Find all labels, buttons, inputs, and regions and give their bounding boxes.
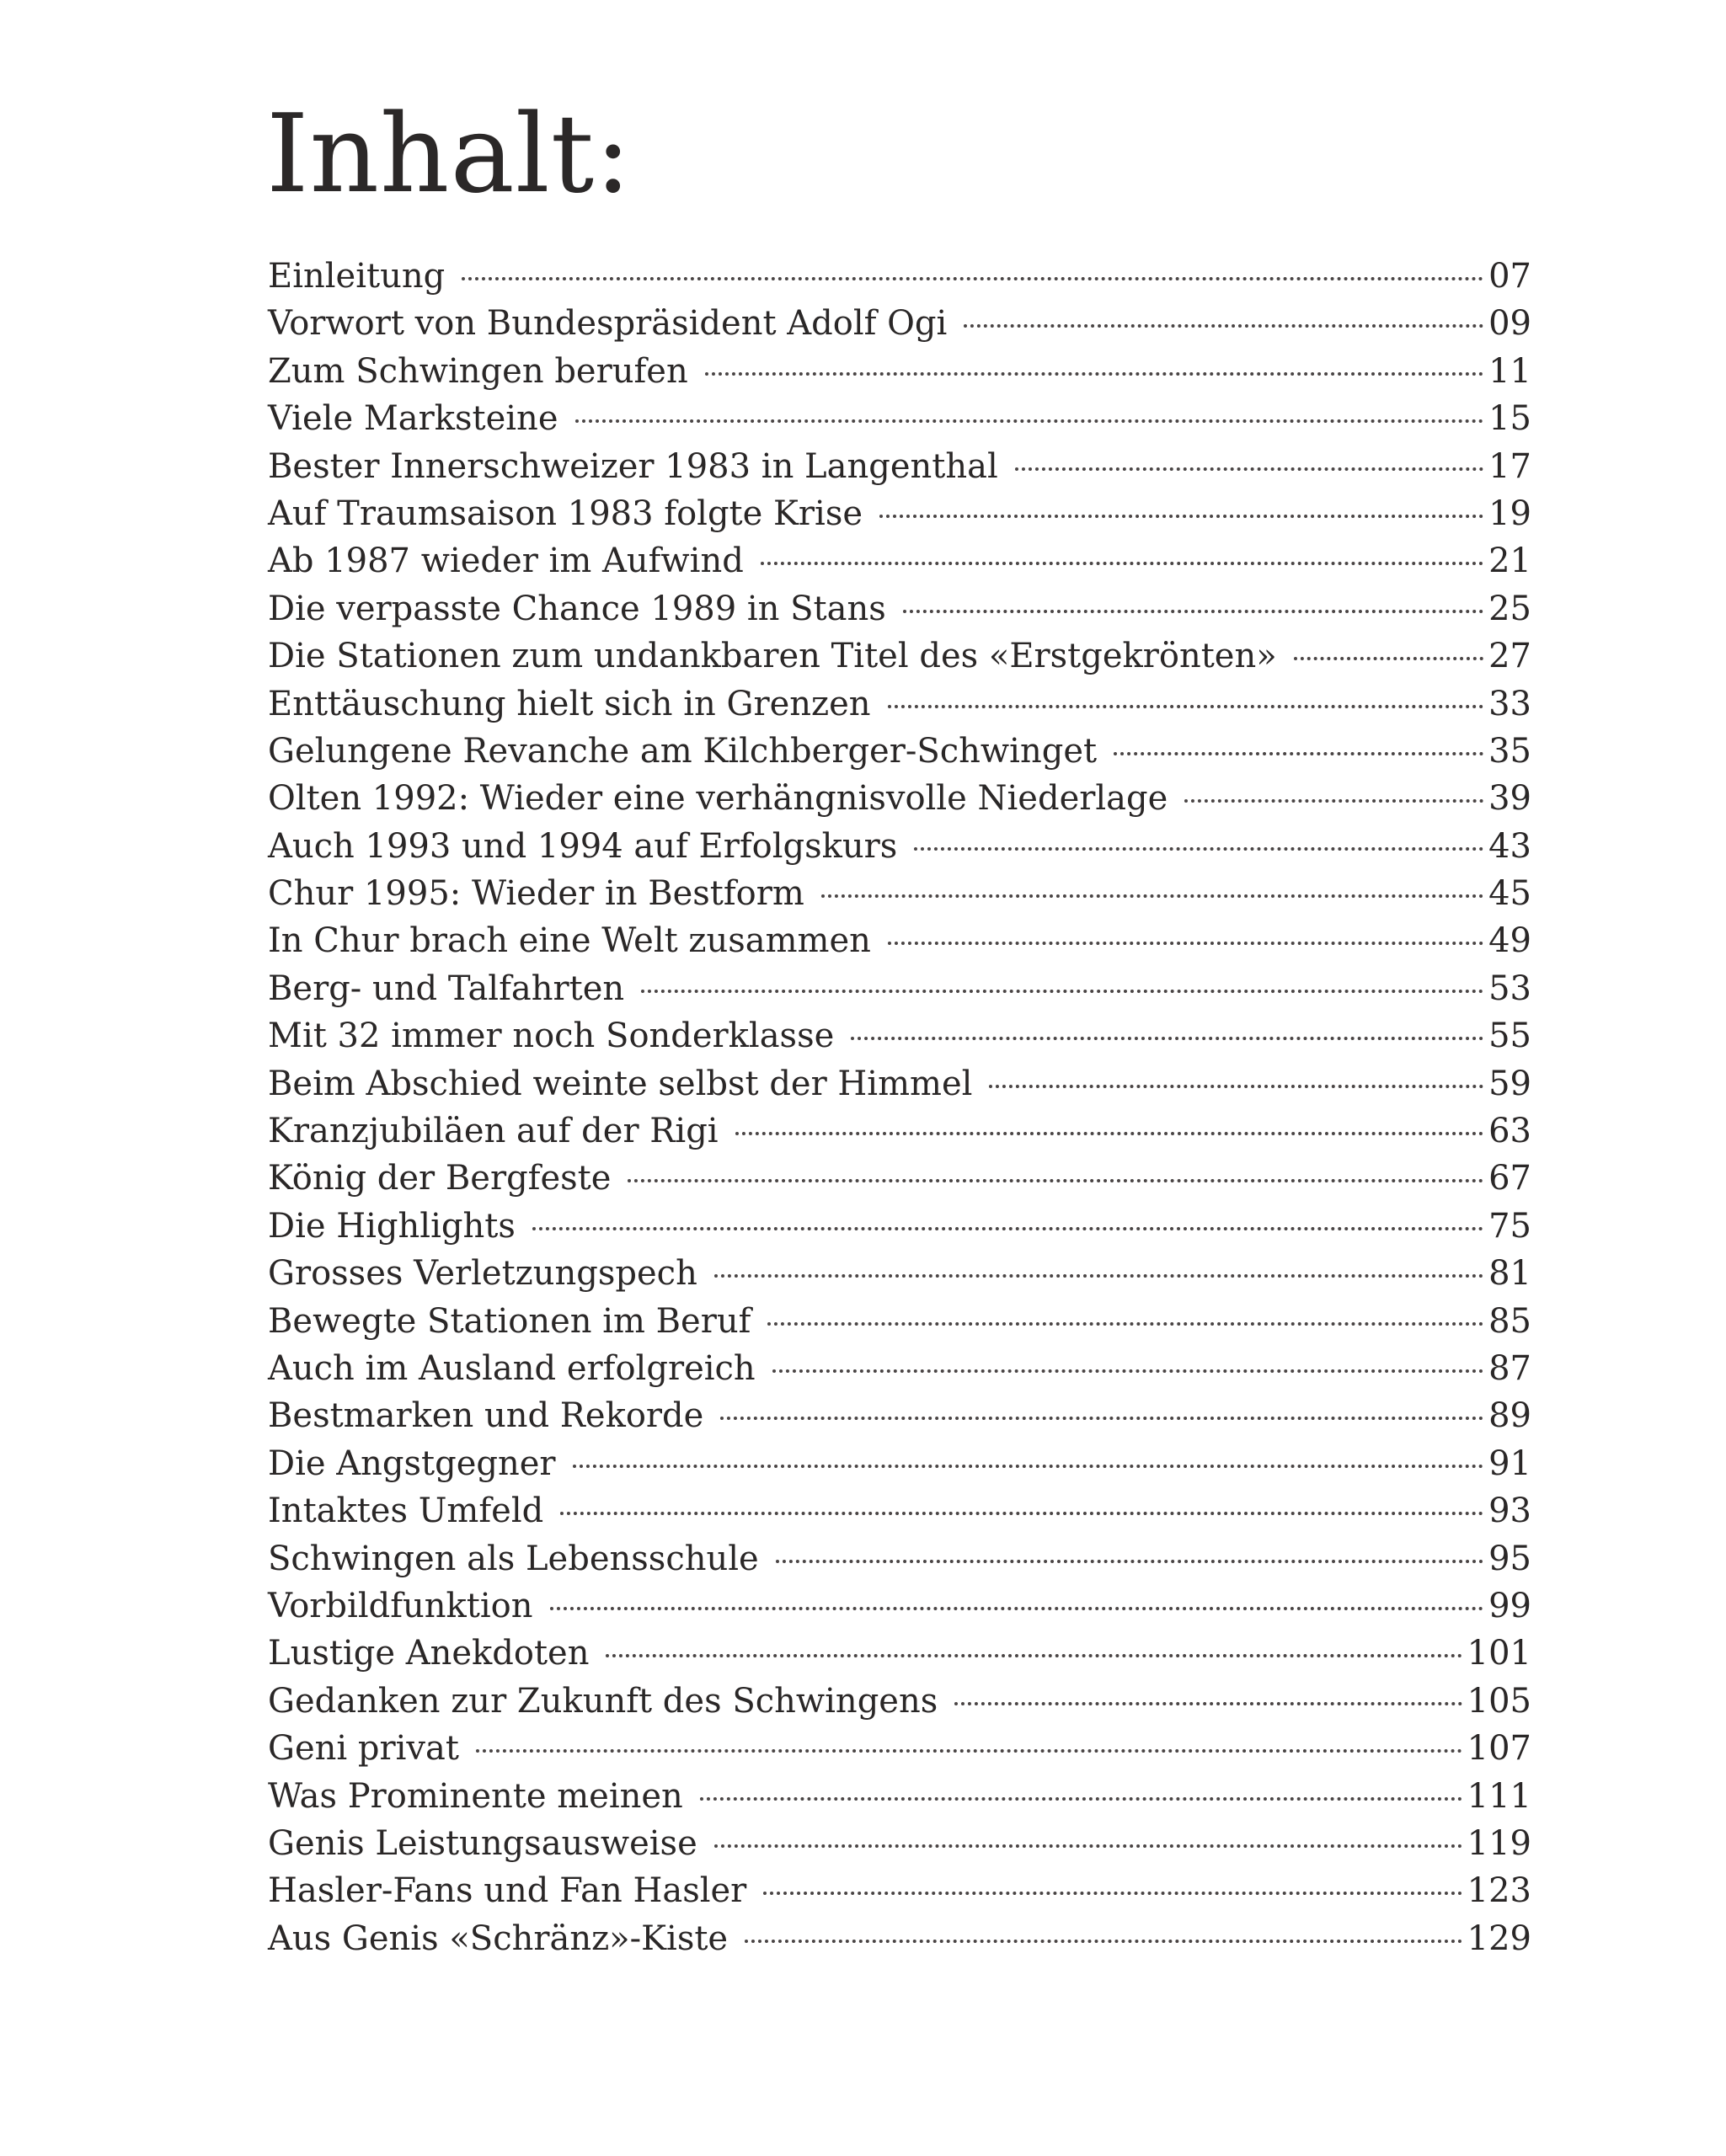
toc-entry-page: 53 <box>1488 969 1531 1008</box>
toc-entry <box>268 1012 1531 1059</box>
toc-entry-page: 129 <box>1467 1919 1531 1958</box>
toc-entry-label: Berg- und Talfahrten <box>268 969 625 1008</box>
dot-leader <box>761 562 1483 565</box>
toc-entry-label: Enttäuschung hielt sich in Grenzen <box>268 684 871 723</box>
toc-entry-page: 85 <box>1488 1301 1531 1341</box>
toc-entry-page: 107 <box>1467 1729 1531 1769</box>
toc-entry-page: 11 <box>1488 351 1531 391</box>
dot-leader <box>575 419 1484 423</box>
dot-leader <box>1015 467 1483 471</box>
toc-entry <box>268 1107 1531 1155</box>
dot-leader <box>641 990 1483 993</box>
toc-entry-label: Beim Abschied weinte selbst der Himmel <box>268 1064 973 1103</box>
dot-leader <box>628 1179 1483 1182</box>
toc-entry <box>268 253 1531 300</box>
toc-entry <box>268 1582 1531 1630</box>
toc-entry-page: 123 <box>1467 1871 1531 1911</box>
toc-entry <box>268 1392 1531 1439</box>
toc-entry <box>268 823 1531 870</box>
toc-entry-label: Chur 1995: Wieder in Bestform <box>268 874 804 914</box>
dot-leader <box>550 1607 1484 1610</box>
toc-entry <box>268 965 1531 1012</box>
toc-entry <box>268 1630 1531 1677</box>
toc-entry <box>268 775 1531 822</box>
toc-entry-page: 25 <box>1488 589 1531 628</box>
dot-leader <box>888 705 1484 708</box>
toc-entry <box>268 395 1531 442</box>
dot-leader <box>1184 799 1483 803</box>
toc-entry <box>268 585 1531 632</box>
dot-leader <box>462 277 1483 280</box>
toc-entry-page: 99 <box>1488 1586 1531 1625</box>
toc-entry-label: Gelungene Revanche am Kilchberger-Schwinget <box>268 731 1098 771</box>
toc-entry-label: Vorbildfunktion <box>268 1586 533 1625</box>
toc-entry-label: Die Highlights <box>268 1206 516 1246</box>
dot-leader <box>954 1702 1461 1705</box>
toc-entry-page: 09 <box>1488 304 1531 344</box>
toc-entry-label: In Chur brach eine Welt zusammen <box>268 921 871 961</box>
toc-entry <box>268 443 1531 490</box>
dot-leader <box>776 1560 1483 1563</box>
toc-entry <box>268 1060 1531 1107</box>
toc-entry <box>268 1773 1531 1820</box>
toc-entry-label: Aus Genis «Schränz»-Kiste <box>268 1919 729 1958</box>
dot-leader <box>821 894 1483 898</box>
toc-entry <box>268 537 1531 584</box>
toc-entry-page: 67 <box>1488 1159 1531 1198</box>
toc-entry-page: 81 <box>1488 1254 1531 1294</box>
dot-leader <box>573 1465 1484 1468</box>
toc-entry-label: Bewegte Stationen im Beruf <box>268 1301 751 1341</box>
toc-entry <box>268 870 1531 917</box>
toc-entry-label: Kranzjubiläen auf der Rigi <box>268 1112 719 1151</box>
toc-entry <box>268 632 1531 680</box>
toc-entry <box>268 1820 1531 1867</box>
toc-entry <box>268 1915 1531 1962</box>
dot-leader <box>714 1844 1462 1848</box>
toc-entry-label: Bester Innerschweizer 1983 in Langenthal <box>268 446 998 486</box>
dot-leader <box>714 1274 1483 1278</box>
dot-leader <box>560 1512 1483 1515</box>
toc-entry-label: Intaktes Umfeld <box>268 1492 544 1531</box>
dot-leader <box>476 1749 1462 1753</box>
toc-entry <box>268 1725 1531 1772</box>
toc-entry <box>268 728 1531 775</box>
dot-leader <box>700 1797 1462 1801</box>
toc-list <box>268 253 1531 1962</box>
dot-leader <box>772 1369 1483 1373</box>
toc-entry-page: 07 <box>1488 257 1531 296</box>
toc-entry-label: Zum Schwingen berufen <box>268 351 688 391</box>
toc-entry-page: 15 <box>1488 399 1531 439</box>
dot-leader <box>735 1132 1484 1135</box>
toc-entry-label: Lustige Anekdoten <box>268 1634 590 1673</box>
dot-leader <box>888 942 1483 945</box>
page-title: Inhalt: <box>266 92 633 217</box>
toc-entry-label: König der Bergfeste <box>268 1159 612 1198</box>
toc-entry-label: Die verpasste Chance 1989 in Stans <box>268 589 886 628</box>
dot-leader <box>720 1417 1483 1420</box>
toc-entry <box>268 1250 1531 1297</box>
dot-leader <box>903 610 1483 613</box>
toc-entry-label: Hasler-Fans und Fan Hasler <box>268 1871 747 1911</box>
toc-entry-label: Einleitung <box>268 257 446 296</box>
toc-entry <box>268 300 1531 347</box>
toc-entry-label: Olten 1992: Wieder eine verhängnisvolle Niederlage <box>268 779 1168 819</box>
toc-entry <box>268 1203 1531 1250</box>
toc-entry <box>268 1487 1531 1534</box>
toc-entry-page: 89 <box>1488 1396 1531 1436</box>
dot-leader <box>914 847 1483 851</box>
toc-entry <box>268 917 1531 964</box>
toc-entry-page: 87 <box>1488 1348 1531 1388</box>
dot-leader <box>705 372 1483 376</box>
dot-leader <box>1114 752 1483 755</box>
dot-leader <box>989 1085 1483 1088</box>
toc-entry-page: 17 <box>1488 446 1531 486</box>
toc-entry-label: Die Stationen zum undankbaren Titel des «Erstgekrönten» <box>268 637 1277 676</box>
toc-entry <box>268 1345 1531 1392</box>
toc-entry <box>268 1867 1531 1914</box>
toc-entry-label: Was Prominente meinen <box>268 1776 683 1816</box>
toc-entry-page: 45 <box>1488 874 1531 914</box>
toc-entry-page: 27 <box>1488 637 1531 676</box>
toc-entry <box>268 348 1531 395</box>
toc-entry-label: Viele Marksteine <box>268 399 558 439</box>
toc-entry-page: 93 <box>1488 1492 1531 1531</box>
toc-entry-label: Auch im Ausland erfolgreich <box>268 1348 756 1388</box>
toc-entry-label: Die Angstgegner <box>268 1444 556 1483</box>
toc-entry-label: Gedanken zur Zukunft des Schwingens <box>268 1681 938 1721</box>
toc-entry-page: 111 <box>1467 1776 1531 1816</box>
toc-entry-label: Vorwort von Bundespräsident Adolf Ogi <box>268 304 948 344</box>
toc-entry-page: 105 <box>1467 1681 1531 1721</box>
toc-entry-label: Bestmarken und Rekorde <box>268 1396 704 1436</box>
toc-entry-page: 33 <box>1488 684 1531 723</box>
toc-entry-page: 35 <box>1488 731 1531 771</box>
toc-entry-page: 59 <box>1488 1064 1531 1103</box>
toc-entry-label: Auf Traumsaison 1983 folgte Krise <box>268 494 863 533</box>
toc-entry-page: 95 <box>1488 1539 1531 1578</box>
toc-entry <box>268 490 1531 537</box>
toc-entry-label: Grosses Verletzungspech <box>268 1254 697 1294</box>
toc-entry-label: Ab 1987 wieder im Aufwind <box>268 542 744 581</box>
toc-entry-page: 49 <box>1488 921 1531 961</box>
toc-entry <box>268 1678 1531 1725</box>
dot-leader <box>532 1227 1483 1230</box>
toc-entry-label: Mit 32 immer noch Sonderklasse <box>268 1017 835 1056</box>
toc-entry <box>268 1535 1531 1582</box>
toc-entry-page: 75 <box>1488 1206 1531 1246</box>
toc-entry-page: 101 <box>1467 1634 1531 1673</box>
toc-entry-page: 39 <box>1488 779 1531 819</box>
dot-leader <box>879 515 1483 518</box>
toc-entry-page: 43 <box>1488 826 1531 866</box>
toc-entry-label: Auch 1993 und 1994 auf Erfolgskurs <box>268 826 898 866</box>
dot-leader <box>606 1654 1461 1657</box>
toc-entry <box>268 1155 1531 1202</box>
toc-entry-page: 19 <box>1488 494 1531 533</box>
dot-leader <box>851 1037 1483 1040</box>
dot-leader <box>763 1892 1461 1895</box>
dot-leader <box>767 1322 1483 1326</box>
toc-entry-page: 91 <box>1488 1444 1531 1483</box>
dot-leader <box>1294 657 1483 660</box>
toc-entry-label: Schwingen als Lebensschule <box>268 1539 759 1578</box>
toc-entry <box>268 680 1531 728</box>
toc-entry-page: 63 <box>1488 1112 1531 1151</box>
toc-entry <box>268 1440 1531 1487</box>
dot-leader <box>745 1940 1462 1943</box>
toc-entry-label: Geni privat <box>268 1729 459 1769</box>
toc-entry-page: 55 <box>1488 1017 1531 1056</box>
toc-entry-page: 119 <box>1467 1823 1531 1863</box>
toc-entry <box>268 1298 1531 1345</box>
dot-leader <box>964 324 1483 328</box>
toc-entry-page: 21 <box>1488 542 1531 581</box>
toc-entry-label: Genis Leistungsausweise <box>268 1823 697 1863</box>
